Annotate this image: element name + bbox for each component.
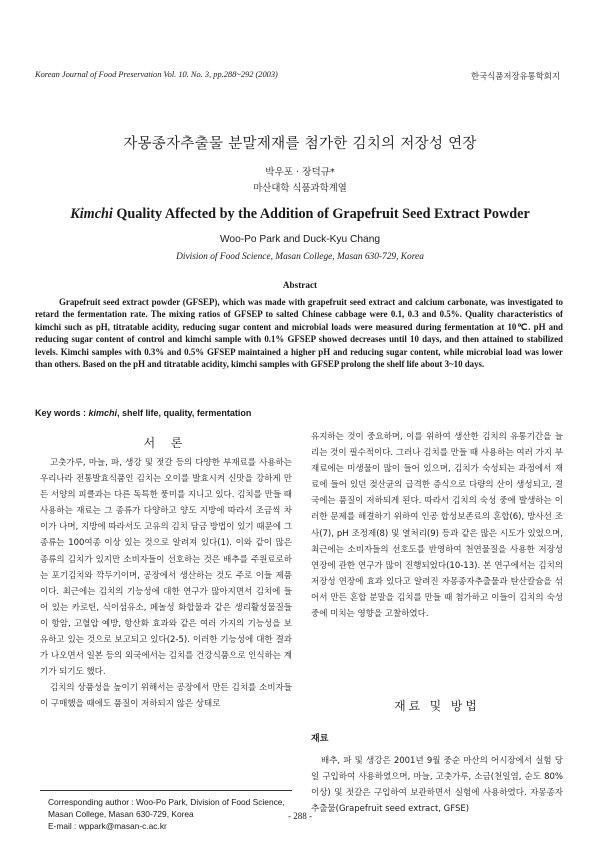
korean-authors: 박우포 · 장덕규* bbox=[265, 167, 335, 178]
keywords-rest: , shelf life, quality, fermentation bbox=[117, 408, 252, 418]
abstract-body: Grapefruit seed extract powder (GFSEP), which was made with grapefruit seed extract and calcium carbonate, was investigated to retard the fermentation rate. The mixing ratios of GFSEP to salted Chinese cabbage were 0.1, 0.3 and 0.5%. Quality characteristics of kimchi such as pH, titratable acidity, reducing sugar content and microbial loads were measured during fermentation at 10℃. pH and reducing sugar content of control and kimchi sample with 0.1% GFSEP showed decreases until 10 days, and then attained to stabilized levels. Kimchi samples with 0.3% and 0.5% GFSEP maintained a higher pH and reducing sugar content, while microbial load was lower than others. Based on the pH and titratable acidity, kimchi samples with GFSEP prolong the shelf life about 3~10 days. bbox=[35, 297, 563, 370]
section-methods-title: 재료 및 방법 bbox=[394, 699, 480, 713]
left-column bbox=[40, 455, 292, 713]
english-affiliation: Division of Food Science, Masan College, Masan 630-729, Korea bbox=[176, 252, 424, 262]
intro-continued-paragraph: 유지하는 것이 중요하며, 이를 위하여 생산한 김치의 유통기간을 늘리는 것이 필수적이다. 그러나 김치를 만들 때 사용하는 여러 가지 부재료에는 미생물이 많이 들어 있으며, 김치가 숙성되는 과정에서 재료에 들어 있던 젖산균의 급격한 증식으로 다량의 산이 생성되고, 결국에는 품질이 저하되게 된다. 따라서 김치의 숙성 중에 발생하는 이러한 문제를 해결하기 위하여 인공 합성보존료의 혼합(6), 방사선 조사(7), pH 조정제(8) 및 열처리(9) 등과 같은 많은 시도가 있었으며, 최근에는 소비자들의 선호도를 반영하여 천연물질을 사용한 저장성 연장에 관한 연구가 많이 진행되었다(10-13). 본 연구에서는 김치의 저장성 연장에 효과 있다고 알려진 자몽종자추출물과 탄산칼슘을 섞어서 만든 혼합 분말을 김치를 만들 때 첨가하고 이들이 김치의 숙성 중에 미치는 영향을 고찰하였다. bbox=[311, 432, 563, 620]
footnote-divider bbox=[40, 790, 292, 791]
korean-affiliation: 마산대학 식품과학계열 bbox=[253, 183, 347, 194]
journal-citation: Korean Journal of Food Preservation Vol. 10. No. 3, pp.288~292 (2003) bbox=[35, 70, 278, 79]
intro-paragraph: 김치의 상품성을 높이기 위해서는 공장에서 만든 김치를 소비자들이 구매했을 때에도 품질이 저하되지 않은 상태로 bbox=[40, 683, 292, 710]
keywords bbox=[35, 408, 251, 418]
intro-paragraph: 고춧가루, 마늘, 파, 생강 및 젓갈 등의 다양한 부재료를 사용하는 우리나라 전통발효식품인 김치는 오이를 발효시켜 신맛을 강하게 만든 서양의 피클과는 다른 독특한 풍미를 지니고 있다. 김치를 만들 때 사용하는 재료는 그 종류가 다양하고 양도 지방에 따라서 조금씩 차이가 나며, 지방에 따라서도 고유의 김치 담금 방법이 있기 때문에 그 종류는 100여종 이상 있는 것으로 알려져 있다(1). 이와 같이 많은 종류의 김치가 있지만 소비자들이 선호하는 것은 배추를 주원료로하는 포기김치와 깍두기이며, 공장에서 생산하는 것도 주로 이들 제품이다. 최근에는 김치의 기능성에 대한 연구가 많아지면서 김치에 들어 있는 카로틴, 식이섬유소, 페놀성 화합물과 같은 생리활성물질들이 항암, 고혈압 예방, 항산화 효과와 같은 여러 가지의 기능성을 보유하고 있는 것으로 보고되고 있다(2-5). 이러한 기능성에 대한 결과가 나오면서 일본 등의 외국에서는 김치를 건강식품으로 인식하는 계기가 되기도 했다. bbox=[40, 458, 292, 678]
english-title bbox=[0, 206, 600, 223]
english-authors: Woo-Po Park and Duck-Kyu Chang bbox=[219, 234, 381, 245]
footnote-line: Masan College, Masan 630-729, Korea bbox=[48, 809, 194, 820]
materials-paragraph: 배추, 파 및 생강은 2001년 9월 중순 마산의 어시장에서 실험 당일 구입하여 사용하였으며, 마늘, 고춧가루, 소금(천일염, 순도 80%이상) 및 젓갈은 구입하여 보관하면서 실험에 사용하였다. 자몽종자추출물(Grapefruit seed extract, GFSE) bbox=[311, 756, 563, 815]
materials-subheading: 재료 bbox=[311, 734, 329, 744]
page-number: - 288 - bbox=[288, 811, 312, 821]
english-title-rest: Quality Affected by the Addition of Grapefruit Seed Extract Powder bbox=[112, 206, 530, 222]
keywords-italic: kimchi bbox=[88, 408, 118, 418]
section-introduction-title: 서 론 bbox=[143, 436, 189, 450]
materials-text bbox=[311, 753, 563, 817]
keywords-label: Key words : bbox=[35, 408, 89, 418]
footnote-email[interactable]: E-mail : wppark@masan-c.ac.kr bbox=[48, 821, 167, 832]
korean-title: 자몽종자추출물 분말제재를 첨가한 김치의 저장성 연장 bbox=[123, 136, 477, 152]
right-column bbox=[311, 429, 563, 622]
abstract-heading: Abstract bbox=[282, 280, 318, 290]
footnote-line: Corresponding author : Woo-Po Park, Division of Food Science, bbox=[48, 797, 285, 807]
english-title-italic: Kimchi bbox=[70, 206, 113, 222]
society-name: 한국식품저장유통학회지 bbox=[471, 71, 560, 81]
